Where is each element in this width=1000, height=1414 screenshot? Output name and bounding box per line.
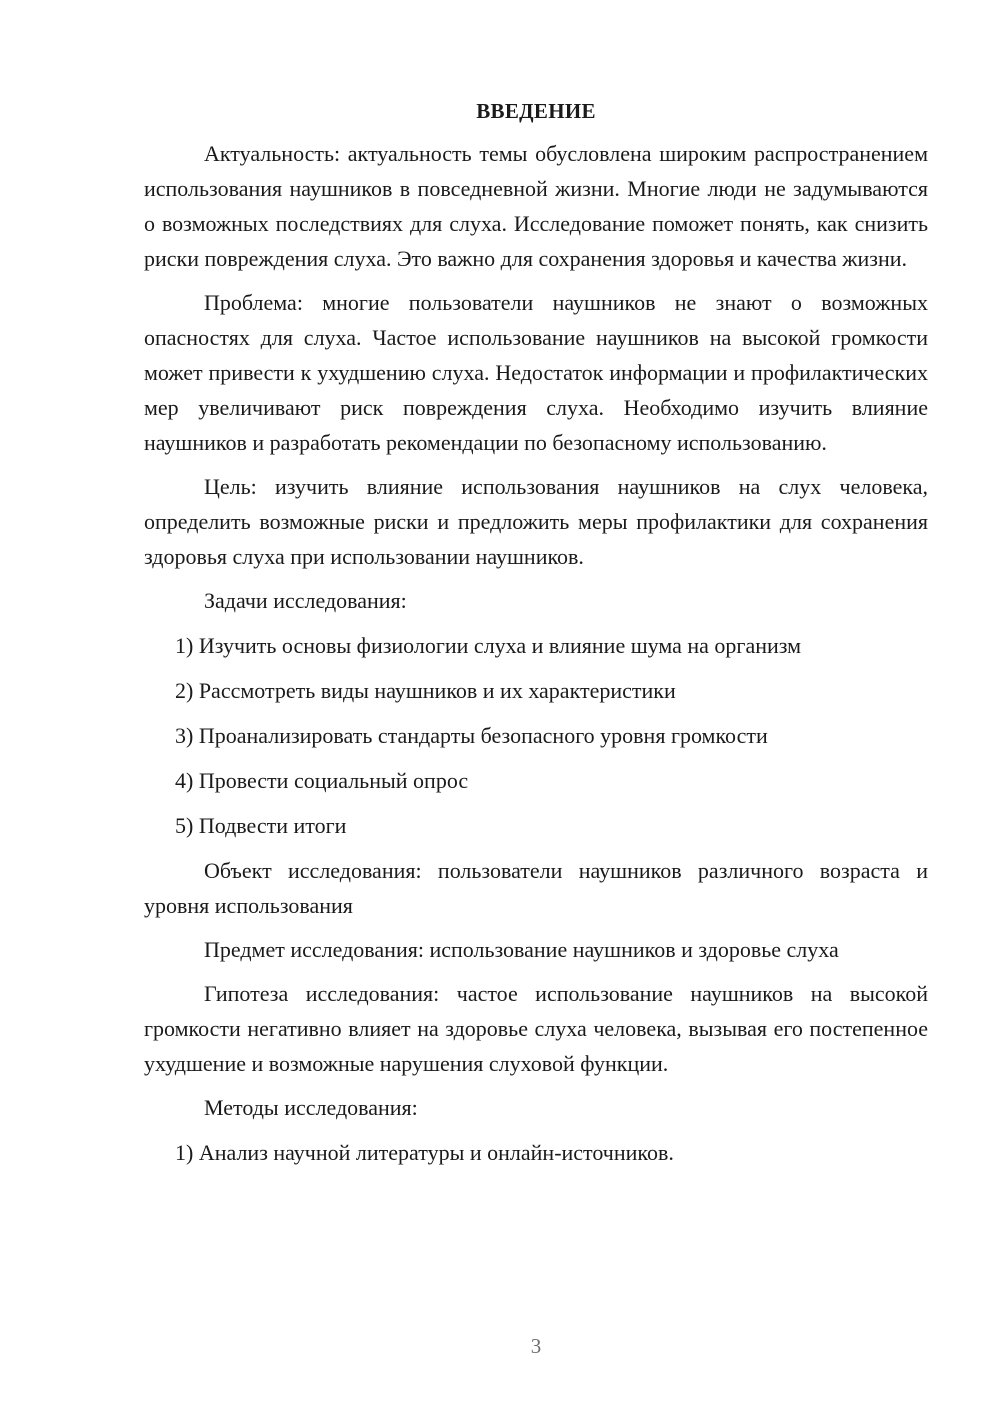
goal-paragraph: Цель: изучить влияние использования наушников на слух человека, определить возможные риски и предложить меры профилактики для сохранения здоровья слуха при использовании наушников.: [144, 474, 928, 569]
object-paragraph: Объект исследования: пользователи наушников различного возраста и уровня использования: [144, 858, 928, 918]
page-number: 3: [530, 1334, 542, 1358]
hypothesis-paragraph: Гипотеза исследования: частое использование наушников на высокой громкости негативно влияет на здоровье слуха человека, вызывая его постепенное ухудшение и возможные нарушения слуховой функции.: [144, 981, 928, 1076]
page-content: [144, 94, 928, 1170]
subject-paragraph: Предмет исследования: использование наушников и здоровье слуха: [204, 937, 839, 962]
list-item: 5) Подвести итоги: [175, 813, 347, 838]
list-item: 4) Провести социальный опрос: [175, 768, 469, 793]
list-item: 2) Рассмотреть виды наушников и их характеристики: [175, 678, 676, 703]
section-title: ВВЕДЕНИЕ: [476, 99, 596, 123]
tasks-list: [144, 628, 928, 843]
methods-list: [144, 1135, 928, 1170]
list-item: 3) Проанализировать стандарты безопасного уровня громкости: [175, 723, 768, 748]
problem-paragraph: Проблема: многие пользователи наушников не знают о возможных опасностях для слуха. Частое использование наушников на высокой громкости может привести к ухудшению слуха. Недостаток информации и профилактических мер увеличивают риск повреждения слуха. Необходимо изучить влияние наушников и разработать рекомендации по безопасному использованию.: [144, 290, 928, 455]
methods-heading: Методы исследования:: [204, 1095, 418, 1120]
relevance-paragraph: Актуальность: актуальность темы обусловлена широким распространением использования наушников в повседневной жизни. Многие люди не задумываются о возможных последствиях для слуха. Исследование поможет понять, как снизить риски повреждения слуха. Это важно для сохранения здоровья и качества жизни.: [144, 141, 928, 271]
list-item: 1) Изучить основы физиологии слуха и влияние шума на организм: [175, 633, 802, 658]
tasks-heading: Задачи исследования:: [204, 588, 407, 613]
list-item: 1) Анализ научной литературы и онлайн-источников.: [175, 1140, 674, 1165]
